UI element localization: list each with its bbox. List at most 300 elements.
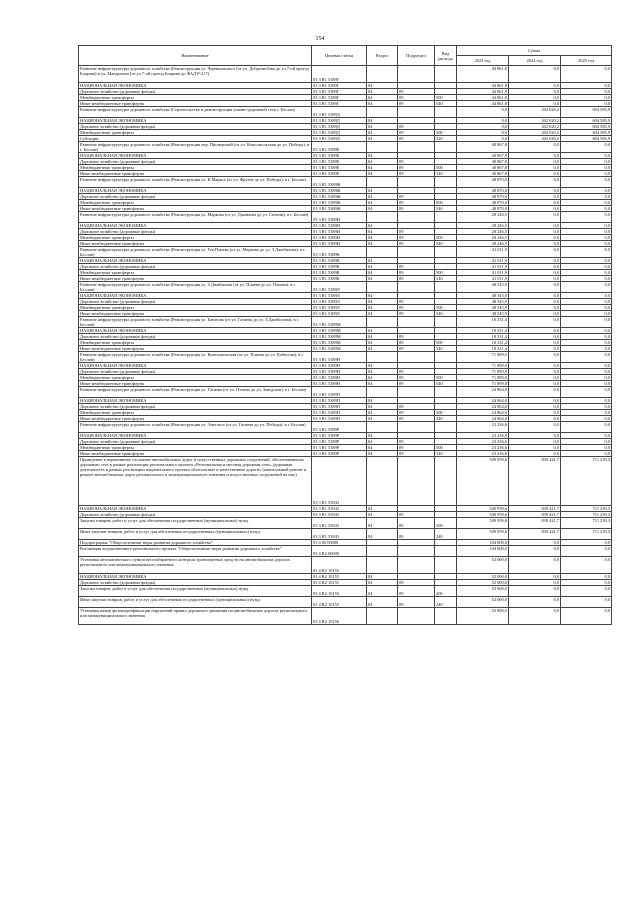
row-code-cell: 03 3 R1 5389И bbox=[312, 241, 367, 247]
row-2024-cell: 0,0 bbox=[509, 574, 561, 580]
row-2024-cell: 0,0 bbox=[509, 433, 561, 439]
row-2023-cell: 48 545,9 bbox=[457, 299, 509, 305]
row-code-cell: 03 3 R1 5389Д bbox=[312, 136, 367, 142]
row-name-cell: Иные межбюджетные трансферты bbox=[79, 101, 312, 107]
row-2024-cell: 0,0 bbox=[509, 276, 561, 282]
row-2024-cell: 0,0 bbox=[509, 66, 561, 83]
row-2025-cell: 0,0 bbox=[561, 451, 612, 457]
row-section-cell: 04 bbox=[367, 363, 398, 369]
row-code-cell: 03 3 R1 5389М bbox=[312, 346, 367, 352]
row-expense-cell: 540 bbox=[435, 206, 457, 212]
row-2025-cell: 0,0 bbox=[561, 422, 612, 433]
table-row bbox=[79, 177, 612, 188]
row-subsection-cell: 09 bbox=[398, 270, 435, 276]
row-2023-cell: 48 545,9 bbox=[457, 293, 509, 299]
row-code-cell: 03 3 R1 5389Г bbox=[312, 83, 367, 89]
row-expense-cell bbox=[435, 66, 457, 83]
row-2024-cell: 0,0 bbox=[509, 270, 561, 276]
row-name-cell: НАЦИОНАЛЬНАЯ ЭКОНОМИКА bbox=[79, 118, 312, 124]
row-section-cell: 04 bbox=[367, 188, 398, 194]
row-expense-cell: 520 bbox=[435, 136, 457, 142]
row-section-cell bbox=[367, 387, 398, 398]
row-name-cell: Иные межбюджетные трансферты bbox=[79, 381, 312, 387]
page-number: 154 bbox=[315, 36, 325, 42]
row-code-cell: 03 3 R1 5389М bbox=[312, 328, 367, 334]
row-section-cell: 04 bbox=[367, 398, 398, 404]
row-code-cell: 03 3 R1 5389П bbox=[312, 387, 367, 398]
row-name-cell: Развитие инфраструктуры дорожного хозяйства (Реконструкция ул. Комсомольская (от ул. Плиева до ул. Кабисова), в г. Беслан) bbox=[79, 352, 312, 363]
row-section-cell: 04 bbox=[367, 439, 398, 445]
row-2024-cell: 0,0 bbox=[509, 381, 561, 387]
row-expense-cell: 500 bbox=[435, 235, 457, 241]
row-2023-cell: 18 331,4 bbox=[457, 334, 509, 340]
row-subsection-cell: 09 bbox=[398, 439, 435, 445]
row-section-cell: 04 bbox=[367, 276, 398, 282]
row-2023-cell: 71 899,0 bbox=[457, 369, 509, 375]
row-subsection-cell: 09 bbox=[398, 130, 435, 136]
row-code-cell: 03 3 R1 5389Л bbox=[312, 293, 367, 299]
row-2024-cell: 0,0 bbox=[509, 311, 561, 317]
row-section-cell: 04 bbox=[367, 223, 398, 229]
row-section-cell bbox=[367, 557, 398, 574]
row-2023-cell: 18 331,4 bbox=[457, 328, 509, 334]
row-name-cell: НАЦИОНАЛЬНАЯ ЭКОНОМИКА bbox=[79, 188, 312, 194]
row-expense-cell: 500 bbox=[435, 95, 457, 101]
budget-table bbox=[78, 45, 612, 625]
row-subsection-cell: 09 bbox=[398, 101, 435, 107]
row-2023-cell: 549 959,6 bbox=[457, 506, 509, 512]
row-subsection-cell: 09 bbox=[398, 518, 435, 529]
row-section-cell bbox=[367, 317, 398, 328]
row-2023-cell: 0,0 bbox=[457, 130, 509, 136]
row-2023-cell: 41 011,9 bbox=[457, 258, 509, 264]
row-name-cell: Развитие инфраструктуры дорожного хозяйства (Реконструкция ул. Батагова (от ул. Гагиева до ул. З.Джибилова), в г. Беслан) bbox=[79, 317, 312, 328]
row-section-cell: 04 bbox=[367, 171, 398, 177]
row-2024-cell: 202 020,2 bbox=[509, 136, 561, 142]
row-section-cell: 04 bbox=[367, 118, 398, 124]
row-name-cell: Межбюджетные трансферты bbox=[79, 445, 312, 451]
row-section-cell: 04 bbox=[367, 574, 398, 580]
row-2024-cell: 0,0 bbox=[509, 235, 561, 241]
row-2023-cell: 48 545,9 bbox=[457, 305, 509, 311]
row-2023-cell: 549 959,6 bbox=[457, 457, 509, 506]
row-name-cell: НАЦИОНАЛЬНАЯ ЭКОНОМИКА bbox=[79, 398, 312, 404]
row-name-cell: Дорожное хозяйство (дорожные фонды) bbox=[79, 334, 312, 340]
row-name-cell: НАЦИОНАЛЬНАЯ ЭКОНОМИКА bbox=[79, 258, 312, 264]
row-subsection-cell: 09 bbox=[398, 299, 435, 305]
row-name-cell: Дорожное хозяйство (дорожные фонды) bbox=[79, 124, 312, 130]
row-code-cell: 03 3 R1 53943 bbox=[312, 518, 367, 529]
row-subsection-cell: 09 bbox=[398, 241, 435, 247]
row-2024-cell: 202 020,2 bbox=[509, 124, 561, 130]
row-2023-cell: 52 000,0 bbox=[457, 586, 509, 597]
row-2025-cell: 0,0 bbox=[561, 293, 612, 299]
row-section-cell: 04 bbox=[367, 381, 398, 387]
row-expense-cell: 540 bbox=[435, 171, 457, 177]
row-section-cell: 04 bbox=[367, 159, 398, 165]
row-2024-cell: 202 020,2 bbox=[509, 118, 561, 124]
row-2024-cell: 0,0 bbox=[509, 451, 561, 457]
row-2025-cell: 0,0 bbox=[561, 282, 612, 293]
row-section-cell: 04 bbox=[367, 369, 398, 375]
row-section-cell: 04 bbox=[367, 340, 398, 346]
row-subsection-cell bbox=[398, 247, 435, 258]
row-2024-cell: 839 421,7 bbox=[509, 529, 561, 540]
row-2024-cell: 0,0 bbox=[509, 404, 561, 410]
row-code-cell: 03 3 R1 5389Ж bbox=[312, 188, 367, 194]
row-section-cell: 04 bbox=[367, 229, 398, 235]
row-code-cell: 03 3 R1 5389М bbox=[312, 334, 367, 340]
row-2025-cell: 711 239,3 bbox=[561, 518, 612, 529]
row-subsection-cell: 09 bbox=[398, 451, 435, 457]
row-code-cell: 03 4 R2 10155 bbox=[312, 580, 367, 586]
table-row bbox=[79, 529, 612, 540]
row-2024-cell: 0,0 bbox=[509, 305, 561, 311]
row-2023-cell: 18 331,4 bbox=[457, 340, 509, 346]
row-2023-cell: 23 236,6 bbox=[457, 439, 509, 445]
row-subsection-cell: 09 bbox=[398, 159, 435, 165]
row-code-cell: 03 3 R1 5389П bbox=[312, 416, 367, 422]
row-2025-cell: 0,0 bbox=[561, 580, 612, 586]
row-code-cell: 03 3 R1 5389П bbox=[312, 404, 367, 410]
row-name-cell: Межбюджетные трансферты bbox=[79, 340, 312, 346]
row-2023-cell: 104 800,0 bbox=[457, 546, 509, 557]
row-name-cell: Иные межбюджетные трансферты bbox=[79, 451, 312, 457]
row-2024-cell: 0,0 bbox=[509, 398, 561, 404]
row-subsection-cell: 09 bbox=[398, 597, 435, 608]
row-2024-cell: 0,0 bbox=[509, 194, 561, 200]
row-2023-cell: 104 800,0 bbox=[457, 540, 509, 546]
row-code-cell: 03 3 R1 5389Л bbox=[312, 311, 367, 317]
row-code-cell: 03 3 R1 5389Л bbox=[312, 282, 367, 293]
row-code-cell: 03 3 R1 5389Е bbox=[312, 171, 367, 177]
row-name-cell: Межбюджетные трансферты bbox=[79, 95, 312, 101]
row-name-cell: НАЦИОНАЛЬНАЯ ЭКОНОМИКА bbox=[79, 83, 312, 89]
row-name-cell: Межбюджетные трансферты bbox=[79, 130, 312, 136]
row-2023-cell: 71 899,0 bbox=[457, 375, 509, 381]
row-expense-cell: 540 bbox=[435, 241, 457, 247]
row-2024-cell: 0,0 bbox=[509, 346, 561, 352]
row-2023-cell: 48 870,0 bbox=[457, 194, 509, 200]
row-name-cell: Развитие инфраструктуры дорожного хозяйства (Реконструкция ул. Маркова (от ул. Джанаева до ул. Гагиева), в г. Беслан) bbox=[79, 212, 312, 223]
row-section-cell bbox=[367, 608, 398, 625]
row-name-cell: Межбюджетные трансферты bbox=[79, 165, 312, 171]
row-code-cell: 03 3 R1 5389Е bbox=[312, 153, 367, 159]
row-subsection-cell: 09 bbox=[398, 200, 435, 206]
row-subsection-cell bbox=[398, 457, 435, 506]
row-2024-cell: 0,0 bbox=[509, 410, 561, 416]
row-name-cell: Иные межбюджетные трансферты bbox=[79, 346, 312, 352]
row-2025-cell: 0,0 bbox=[561, 334, 612, 340]
row-expense-cell: 500 bbox=[435, 200, 457, 206]
row-2023-cell: 24 864,0 bbox=[457, 387, 509, 398]
row-subsection-cell: 09 bbox=[398, 311, 435, 317]
row-2023-cell: 28 246,5 bbox=[457, 229, 509, 235]
row-code-cell: 03 3 R1 5389Р bbox=[312, 433, 367, 439]
row-section-cell: 04 bbox=[367, 101, 398, 107]
row-2023-cell: 0,0 bbox=[457, 136, 509, 142]
header-section: Раздел bbox=[367, 46, 398, 66]
row-2024-cell: 0,0 bbox=[509, 540, 561, 546]
row-code-cell: 03 4 R2 00000 bbox=[312, 546, 367, 557]
row-name-cell: Межбюджетные трансферты bbox=[79, 410, 312, 416]
row-code-cell: 03 3 R1 5389Г bbox=[312, 66, 367, 83]
row-2023-cell: 40 867,8 bbox=[457, 153, 509, 159]
row-section-cell bbox=[367, 66, 398, 83]
row-2025-cell: 0,0 bbox=[561, 270, 612, 276]
row-name-cell: Иные межбюджетные трансферты bbox=[79, 241, 312, 247]
row-2025-cell: 694 585,9 bbox=[561, 130, 612, 136]
row-name-cell: НАЦИОНАЛЬНАЯ ЭКОНОМИКА bbox=[79, 153, 312, 159]
row-2025-cell: 0,0 bbox=[561, 206, 612, 212]
row-2025-cell: 0,0 bbox=[561, 212, 612, 223]
row-2023-cell: 24 864,0 bbox=[457, 416, 509, 422]
row-2023-cell: 48 545,9 bbox=[457, 282, 509, 293]
row-name-cell: Установка автоматического пункта весогабаритного контроля транспортных средств на автомобильных дорогах регионального или межмуниципального значения bbox=[79, 557, 312, 574]
row-code-cell: 03 3 R1 5389И bbox=[312, 229, 367, 235]
row-2025-cell: 0,0 bbox=[561, 299, 612, 305]
row-subsection-cell: 09 bbox=[398, 124, 435, 130]
row-code-cell: 03 3 R1 5389К bbox=[312, 276, 367, 282]
row-name-cell: Приведение в нормативное состояние автомобильных дорог и искусственных дорожных сооружений, обеспечивающих дорожную сеть в рамках реализации регионального проекта «Региональная и местная дорожная сеть» (дорожная деятельность в рамках реализации национального проекта «Безопасные и качественные дороги» (капитальный ремонт и ремонт автомобильных дорог регионального и межмуниципального значения и искусственных сооружений на них) bbox=[79, 457, 312, 506]
row-2024-cell: 0,0 bbox=[509, 334, 561, 340]
row-2025-cell: 0,0 bbox=[561, 200, 612, 206]
row-name-cell: Установка камер фотовидеофиксации нарушений правил дорожного движения на автомобильных дорогах регионального или межмуниципального значения bbox=[79, 608, 312, 625]
row-2023-cell: 52 000,0 bbox=[457, 597, 509, 608]
table-row bbox=[79, 247, 612, 258]
row-expense-cell: 500 bbox=[435, 410, 457, 416]
row-code-cell: 03 3 R1 5389Л bbox=[312, 305, 367, 311]
row-2024-cell: 0,0 bbox=[509, 223, 561, 229]
row-2023-cell: 28 246,5 bbox=[457, 223, 509, 229]
row-section-cell: 04 bbox=[367, 597, 398, 608]
row-name-cell: Дорожное хозяйство (дорожные фонды) bbox=[79, 229, 312, 235]
row-2024-cell: 0,0 bbox=[509, 142, 561, 153]
row-subsection-cell: 09 bbox=[398, 229, 435, 235]
row-2024-cell: 0,0 bbox=[509, 422, 561, 433]
row-expense-cell: 200 bbox=[435, 518, 457, 529]
row-2024-cell: 0,0 bbox=[509, 299, 561, 305]
row-2023-cell: 24 864,0 bbox=[457, 404, 509, 410]
row-2024-cell: 202 020,2 bbox=[509, 107, 561, 118]
row-2025-cell: 0,0 bbox=[561, 229, 612, 235]
row-2023-cell: 44 861,8 bbox=[457, 83, 509, 89]
row-subsection-cell bbox=[398, 142, 435, 153]
row-section-cell: 04 bbox=[367, 305, 398, 311]
row-2023-cell: 40 867,8 bbox=[457, 171, 509, 177]
row-2025-cell: 0,0 bbox=[561, 247, 612, 258]
table-row bbox=[79, 457, 612, 506]
row-name-cell: Развитие инфраструктуры дорожного хозяйства (Реконструкция ул. Гагиева (от ул. Плиева до ул. Заводская), в г. Беслан) bbox=[79, 387, 312, 398]
row-2023-cell: 549 959,6 bbox=[457, 529, 509, 540]
row-2024-cell: 0,0 bbox=[509, 282, 561, 293]
row-2025-cell: 0,0 bbox=[561, 328, 612, 334]
row-2023-cell: 18 331,4 bbox=[457, 317, 509, 328]
row-name-cell: Дорожное хозяйство (дорожные фонды) bbox=[79, 369, 312, 375]
row-subsection-cell: 09 bbox=[398, 95, 435, 101]
row-section-cell: 04 bbox=[367, 586, 398, 597]
table-row bbox=[79, 352, 612, 363]
row-subsection-cell bbox=[398, 352, 435, 363]
row-name-cell: Развитие инфраструктуры дорожного хозяйства (Строительство и реконструкция улично-дорожной сети г. Беслан) bbox=[79, 107, 312, 118]
row-code-cell: 03 3 R1 5389Е bbox=[312, 159, 367, 165]
row-2024-cell: 0,0 bbox=[509, 89, 561, 95]
row-2025-cell: 0,0 bbox=[561, 433, 612, 439]
row-section-cell bbox=[367, 177, 398, 188]
row-expense-cell: 540 bbox=[435, 101, 457, 107]
row-2023-cell: 71 899,0 bbox=[457, 381, 509, 387]
row-2025-cell: 0,0 bbox=[561, 387, 612, 398]
row-name-cell: НАЦИОНАЛЬНАЯ ЭКОНОМИКА bbox=[79, 433, 312, 439]
row-2023-cell: 41 011,9 bbox=[457, 270, 509, 276]
row-section-cell: 04 bbox=[367, 451, 398, 457]
row-section-cell: 04 bbox=[367, 506, 398, 512]
row-2024-cell: 839 421,7 bbox=[509, 506, 561, 512]
row-expense-cell: 540 bbox=[435, 451, 457, 457]
row-name-cell: Дорожное хозяйство (дорожные фонды) bbox=[79, 194, 312, 200]
row-2023-cell: 23 236,6 bbox=[457, 433, 509, 439]
row-2023-cell: 24 864,0 bbox=[457, 410, 509, 416]
row-code-cell: 03 4 R2 10155 bbox=[312, 597, 367, 608]
row-2025-cell: 0,0 bbox=[561, 311, 612, 317]
row-2023-cell: 0,0 bbox=[457, 118, 509, 124]
row-expense-cell bbox=[435, 457, 457, 506]
row-2025-cell: 0,0 bbox=[561, 445, 612, 451]
row-expense-cell: 540 bbox=[435, 276, 457, 282]
row-2025-cell: 0,0 bbox=[561, 597, 612, 608]
row-section-cell: 04 bbox=[367, 130, 398, 136]
row-2023-cell: 52 000,0 bbox=[457, 580, 509, 586]
row-2023-cell: 23 236,6 bbox=[457, 451, 509, 457]
row-subsection-cell: 09 bbox=[398, 340, 435, 346]
row-section-cell: 04 bbox=[367, 83, 398, 89]
table-row bbox=[79, 212, 612, 223]
header-subsection: Подраздел bbox=[398, 46, 435, 66]
row-section-cell: 04 bbox=[367, 241, 398, 247]
row-2023-cell: 40 867,8 bbox=[457, 165, 509, 171]
row-2024-cell: 0,0 bbox=[509, 317, 561, 328]
row-name-cell: Дорожное хозяйство (дорожные фонды) bbox=[79, 580, 312, 586]
row-2023-cell: 23 236,6 bbox=[457, 422, 509, 433]
row-2024-cell: 0,0 bbox=[509, 159, 561, 165]
row-subsection-cell: 09 bbox=[398, 194, 435, 200]
header-code: Целевая статья bbox=[312, 46, 367, 66]
row-2024-cell: 0,0 bbox=[509, 200, 561, 206]
row-2023-cell: 24 864,0 bbox=[457, 398, 509, 404]
row-name-cell: Иные межбюджетные трансферты bbox=[79, 171, 312, 177]
row-name-cell: Межбюджетные трансферты bbox=[79, 270, 312, 276]
row-2024-cell: 0,0 bbox=[509, 95, 561, 101]
row-2024-cell: 0,0 bbox=[509, 264, 561, 270]
row-2023-cell: 28 246,5 bbox=[457, 241, 509, 247]
row-2023-cell: 44 861,8 bbox=[457, 66, 509, 83]
table-row bbox=[79, 586, 612, 597]
row-2023-cell: 28 246,5 bbox=[457, 235, 509, 241]
row-2025-cell: 0,0 bbox=[561, 159, 612, 165]
row-2024-cell: 0,0 bbox=[509, 546, 561, 557]
row-2025-cell: 0,0 bbox=[561, 586, 612, 597]
table-body bbox=[79, 66, 612, 625]
row-2025-cell: 0,0 bbox=[561, 89, 612, 95]
row-2025-cell: 694 585,9 bbox=[561, 124, 612, 130]
row-2023-cell: 44 861,8 bbox=[457, 95, 509, 101]
row-section-cell: 04 bbox=[367, 334, 398, 340]
row-subsection-cell: 09 bbox=[398, 264, 435, 270]
row-section-cell: 04 bbox=[367, 270, 398, 276]
row-2025-cell: 694 585,9 bbox=[561, 118, 612, 124]
row-2023-cell: 48 545,9 bbox=[457, 311, 509, 317]
row-subsection-cell: 09 bbox=[398, 416, 435, 422]
row-name-cell: Иные закупки товаров, работ и услуг для обеспечения государственных (муниципальных) нужд bbox=[79, 529, 312, 540]
row-2023-cell: 549 959,6 bbox=[457, 518, 509, 529]
row-2025-cell: 711 239,3 bbox=[561, 457, 612, 506]
row-expense-cell bbox=[435, 557, 457, 574]
row-name-cell: НАЦИОНАЛЬНАЯ ЭКОНОМИКА bbox=[79, 363, 312, 369]
row-2024-cell: 0,0 bbox=[509, 258, 561, 264]
table-row bbox=[79, 107, 612, 118]
row-2025-cell: 0,0 bbox=[561, 95, 612, 101]
row-subsection-cell: 09 bbox=[398, 410, 435, 416]
table-row bbox=[79, 546, 612, 557]
header-year-2023: 2023 год bbox=[457, 56, 509, 66]
row-subsection-cell bbox=[398, 177, 435, 188]
row-expense-cell bbox=[435, 317, 457, 328]
table-row bbox=[79, 317, 612, 328]
row-2025-cell: 0,0 bbox=[561, 305, 612, 311]
row-code-cell: 03 3 R1 5389Д bbox=[312, 107, 367, 118]
row-section-cell: 04 bbox=[367, 293, 398, 299]
row-subsection-cell: 09 bbox=[398, 580, 435, 586]
row-code-cell: 03 3 R1 5389М bbox=[312, 317, 367, 328]
row-section-cell: 04 bbox=[367, 445, 398, 451]
row-2024-cell: 0,0 bbox=[509, 352, 561, 363]
row-2024-cell: 0,0 bbox=[509, 206, 561, 212]
row-name-cell: Иные межбюджетные трансферты bbox=[79, 206, 312, 212]
row-2025-cell: 0,0 bbox=[561, 317, 612, 328]
row-2025-cell: 0,0 bbox=[561, 410, 612, 416]
row-2025-cell: 0,0 bbox=[561, 340, 612, 346]
table-row bbox=[79, 282, 612, 293]
row-section-cell bbox=[367, 352, 398, 363]
row-2025-cell: 0,0 bbox=[561, 66, 612, 83]
row-section-cell: 04 bbox=[367, 136, 398, 142]
row-section-cell: 04 bbox=[367, 258, 398, 264]
row-code-cell: 03 3 R1 5389И bbox=[312, 223, 367, 229]
row-2024-cell: 839 421,7 bbox=[509, 518, 561, 529]
row-2024-cell: 0,0 bbox=[509, 153, 561, 159]
row-expense-cell bbox=[435, 387, 457, 398]
row-2025-cell: 0,0 bbox=[561, 276, 612, 282]
row-subsection-cell: 09 bbox=[398, 512, 435, 518]
row-2025-cell: 0,0 bbox=[561, 171, 612, 177]
row-code-cell: 03 3 R1 53943 bbox=[312, 529, 367, 540]
row-2024-cell: 0,0 bbox=[509, 177, 561, 188]
row-2024-cell: 0,0 bbox=[509, 293, 561, 299]
row-expense-cell bbox=[435, 107, 457, 118]
row-code-cell: 03 4 R2 10156 bbox=[312, 608, 367, 625]
row-2023-cell: 23 236,6 bbox=[457, 445, 509, 451]
row-2024-cell: 0,0 bbox=[509, 340, 561, 346]
row-expense-cell bbox=[435, 352, 457, 363]
row-2025-cell: 711 239,3 bbox=[561, 512, 612, 518]
row-section-cell: 04 bbox=[367, 311, 398, 317]
row-name-cell: Дорожное хозяйство (дорожные фонды) bbox=[79, 439, 312, 445]
row-section-cell bbox=[367, 142, 398, 153]
row-name-cell: Межбюджетные трансферты bbox=[79, 375, 312, 381]
header-year-2025: 2025 год bbox=[561, 56, 612, 66]
row-2025-cell: 0,0 bbox=[561, 416, 612, 422]
row-code-cell: 03 3 R1 5389М bbox=[312, 340, 367, 346]
